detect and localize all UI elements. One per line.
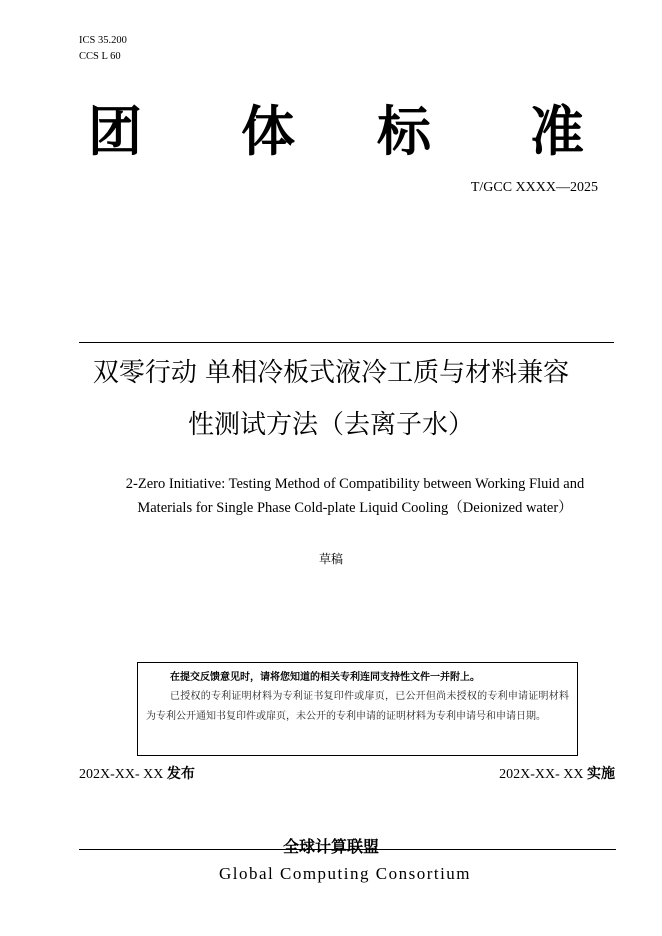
publish-date-value: 202X-XX- XX: [79, 767, 164, 782]
publish-date: [79, 763, 195, 783]
standard-number: T/GCC XXXX—2025: [470, 180, 598, 195]
standard-category-title: [0, 100, 662, 170]
notice-heading: 在提交反馈意见时，请将您知道的相关专利连同支持性文件一并附上。: [170, 672, 480, 683]
ics-code: ICS 35.200: [79, 35, 127, 46]
chinese-title-line-1: 双零行动 单相冷板式液冷工质与材料兼容: [92, 358, 570, 388]
top-divider: [79, 342, 614, 343]
notice-body: 已授权的专利证明材料为专利证书复印件或扉页，已公开但尚未授权的专利申请证明材料为专利公开通知书复印件或扉页，未公开的专利申请的证明材料为专利申请号和申请日期。: [146, 691, 569, 722]
implement-date-value: 202X-XX- XX: [499, 767, 584, 782]
ccs-code: CCS L 60: [79, 51, 121, 62]
english-title-line-2: Materials for Single Phase Cold-plate Liquid Cooling（Deionized water）: [137, 500, 573, 516]
organization-name-en: Global Computing Consortium: [218, 864, 472, 883]
chinese-title-line-2: 性测试方法（去离子水）: [187, 410, 474, 440]
implement-date: [499, 763, 615, 783]
category-char-1: 团: [88, 100, 142, 163]
category-char-3: 标: [377, 100, 431, 163]
patent-notice-box: [137, 662, 578, 756]
publish-label: 发布: [166, 766, 195, 782]
draft-label: 草稿: [318, 552, 343, 566]
implement-label: 实施: [587, 766, 615, 782]
category-char-4: 准: [530, 100, 584, 163]
organization-name-cn: 全球计算联盟: [282, 837, 379, 856]
classification-codes: [79, 33, 127, 65]
english-title-line-1: 2-Zero Initiative: Testing Method of Compatibility between Working Fluid and: [125, 476, 585, 492]
category-char-2: 体: [241, 100, 295, 163]
chinese-title: [0, 350, 662, 448]
english-title: [80, 472, 630, 520]
bottom-divider: [79, 849, 616, 850]
